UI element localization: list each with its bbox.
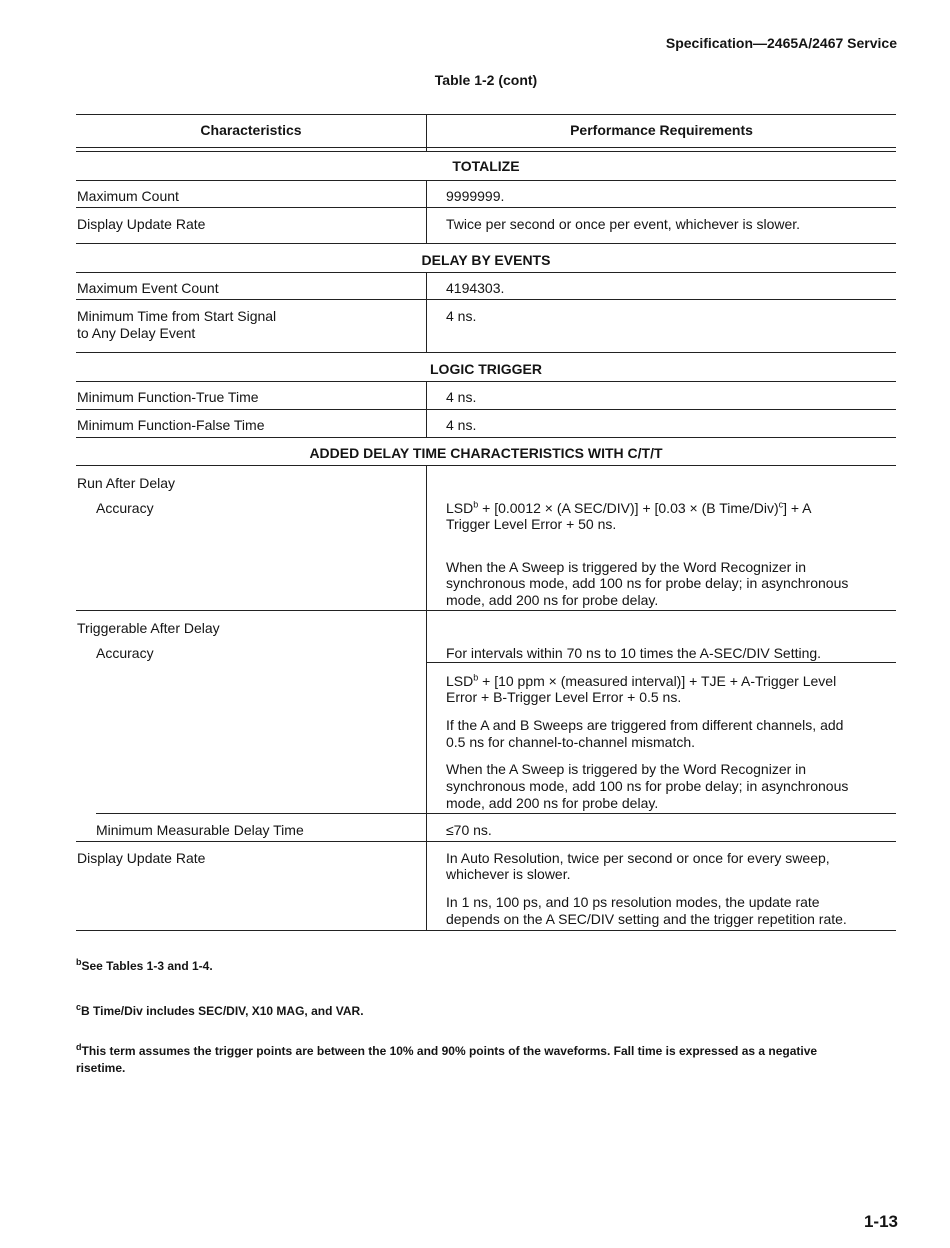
min-time-label-line2: to Any Delay Event	[77, 325, 196, 341]
min-measurable-value: ≤70 ns.	[446, 822, 492, 838]
trig-word-line1: When the A Sweep is triggered by the Word Recognizer in	[446, 761, 807, 777]
function-true-value: 4 ns.	[446, 389, 477, 405]
header-rule-2	[76, 151, 896, 152]
section-title-totalize: TOTALIZE	[452, 158, 520, 174]
max-count-label: Maximum Count	[77, 188, 179, 204]
row-rule	[426, 662, 896, 663]
trig-channel-line1: If the A and B Sweeps are triggered from different channels, add	[446, 717, 844, 733]
run-lsd-line1: $LSD^b + [0.0012 \times (A$ SEC/DIV)] + [0.03 × (B Time/Div)$^c$] + A	[446, 499, 812, 516]
function-false-label: Minimum Function-False Time	[77, 417, 265, 433]
section-title-logic-trigger: LOGIC TRIGGER	[430, 361, 542, 377]
min-measurable-label: Minimum Measurable Delay Time	[96, 822, 304, 838]
run-word-line3: mode, add 200 ns for probe delay.	[446, 592, 659, 608]
run-lsd-line2: Trigger Level Error + 50 ns.	[446, 516, 617, 532]
row-rule	[76, 841, 896, 842]
table-caption: Table 1-2 (cont)	[434, 72, 538, 88]
section-title-delay-by-events: DELAY BY EVENTS	[421, 252, 551, 268]
max-event-count-value: 4194303.	[446, 280, 505, 296]
totalize-update-rate-label: Display Update Rate	[77, 216, 206, 232]
trig-lsd-line1: $LSD^b + [10$ ppm × (measured interval)] + TJE + A-Trigger Level	[446, 672, 837, 689]
max-event-count-label: Maximum Event Count	[77, 280, 219, 296]
section-title-added-delay: ADDED DELAY TIME CHARACTERISTICS WITH C/T/T	[309, 445, 663, 461]
row-rule	[76, 381, 896, 382]
min-time-value: 4 ns.	[446, 308, 477, 324]
column-divider	[426, 114, 427, 151]
row-rule	[76, 409, 896, 410]
run-after-delay-label: Run After Delay	[77, 475, 176, 491]
trig-channel-line2: 0.5 ns for channel-to-channel mismatch.	[446, 734, 696, 750]
row-rule	[76, 352, 896, 353]
totalize-update-rate-value: Twice per second or once per event, whichever is slower.	[446, 216, 801, 232]
max-count-value: 9999999.	[446, 188, 505, 204]
footnote-d-line1: $^d$This term assumes the trigger points are between the 10% and 90% points of the waveforms. Fall time is expressed as a negative	[76, 1042, 818, 1058]
row-rule	[76, 610, 896, 611]
update-line3: In 1 ns, 100 ps, and 10 ps resolution modes, the update rate	[446, 894, 820, 910]
row-rule	[76, 299, 896, 300]
trig-word-line3: mode, add 200 ns for probe delay.	[446, 795, 659, 811]
triggerable-after-delay-label: Triggerable After Delay	[77, 620, 220, 636]
min-time-label-line1: Minimum Time from Start Signal	[77, 308, 277, 324]
footnote-b: $^b$See Tables 1-3 and 1-4.	[76, 957, 213, 973]
row-rule	[76, 207, 896, 208]
trig-lsd-line2: Error + B-Trigger Level Error + 0.5 ns.	[446, 689, 682, 705]
running-header: Specification—2465A/2467 Service	[665, 35, 897, 51]
row-rule	[76, 437, 896, 438]
trig-accuracy-label: Accuracy	[96, 645, 154, 661]
page-number: 1-13	[863, 1212, 898, 1231]
column-divider	[426, 272, 427, 352]
added-update-rate-label: Display Update Rate	[77, 850, 206, 866]
run-word-line1: When the A Sweep is triggered by the Word Recognizer in	[446, 559, 807, 575]
table-top-rule	[76, 114, 896, 115]
column-divider	[426, 465, 427, 930]
function-false-value: 4 ns.	[446, 417, 477, 433]
row-rule	[76, 243, 896, 244]
function-true-label: Minimum Function-True Time	[77, 389, 259, 405]
row-rule	[96, 813, 896, 814]
update-line4: depends on the A SEC/DIV setting and the trigger repetition rate.	[446, 911, 847, 927]
header-rule-1	[76, 147, 896, 148]
run-accuracy-label: Accuracy	[96, 500, 154, 516]
column-heading-performance: Performance Requirements	[570, 122, 753, 138]
column-divider	[426, 180, 427, 243]
trig-word-line2: synchronous mode, add 100 ns for probe delay; in asynchronous	[446, 778, 849, 794]
table-bottom-rule	[76, 930, 896, 931]
row-rule	[76, 465, 896, 466]
row-rule	[76, 180, 896, 181]
footnote-d-line2: risetime.	[76, 1061, 126, 1075]
footnote-c: $^c$B Time/Div includes SEC/DIV, X10 MAG, and VAR.	[76, 1002, 364, 1018]
run-word-line2: synchronous mode, add 100 ns for probe delay; in asynchronous	[446, 575, 849, 591]
update-line1: In Auto Resolution, twice per second or once for every sweep,	[446, 850, 830, 866]
row-rule	[76, 272, 896, 273]
column-heading-characteristics: Characteristics	[200, 122, 302, 138]
trig-intervals: For intervals within 70 ns to 10 times the A-SEC/DIV Setting.	[446, 645, 822, 661]
update-line2: whichever is slower.	[446, 866, 571, 882]
